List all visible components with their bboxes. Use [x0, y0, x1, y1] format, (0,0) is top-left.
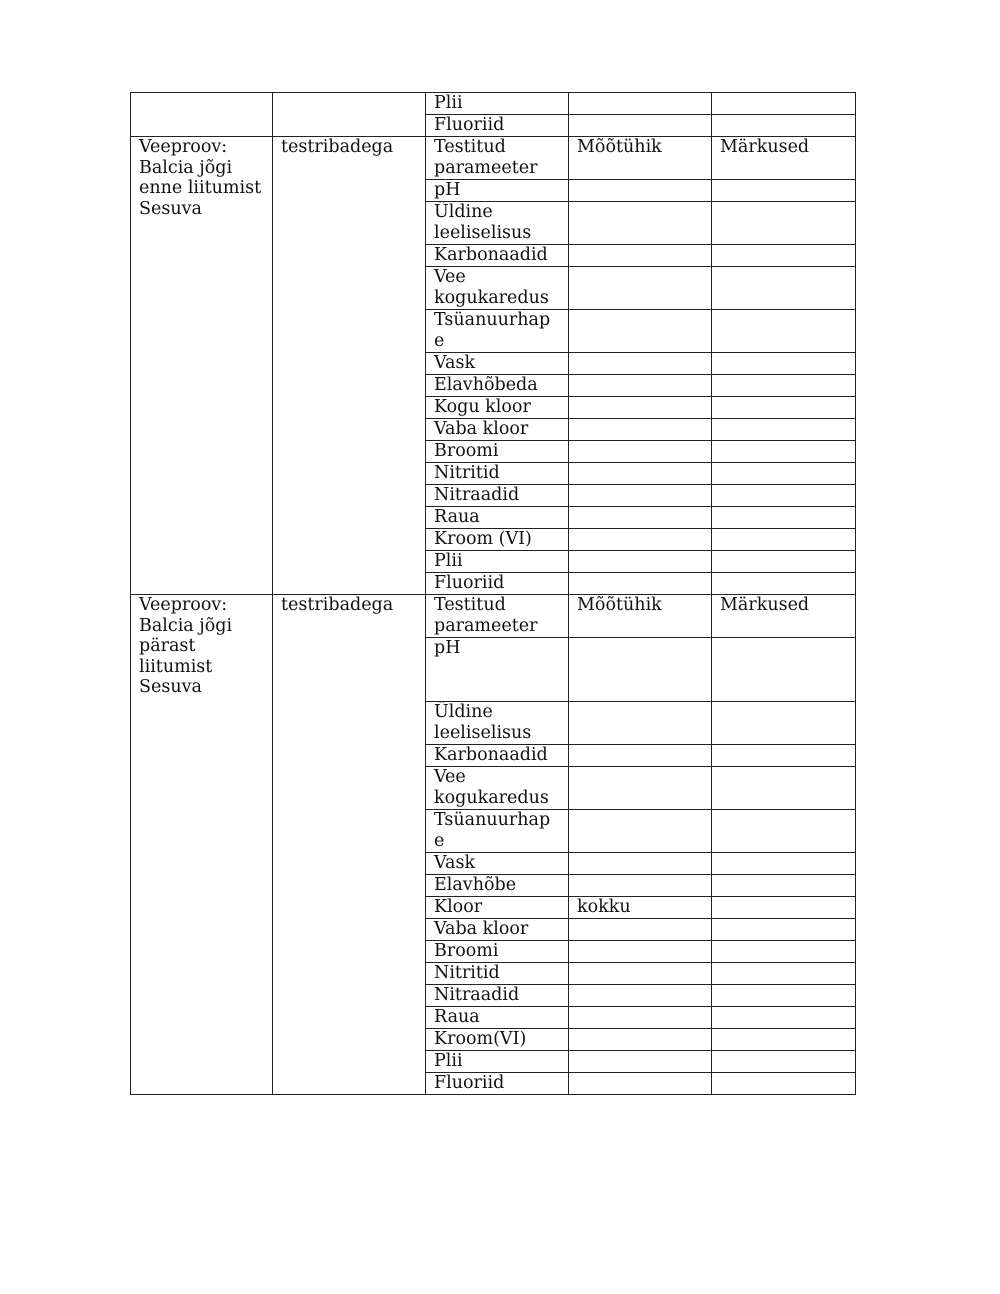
note-cell	[712, 1029, 856, 1051]
unit-cell: kokku	[569, 897, 712, 919]
note-cell	[712, 310, 856, 353]
unit-cell	[569, 463, 712, 485]
param-cell: Vee kogukaredus	[426, 267, 569, 310]
note-header: Märkused	[712, 137, 856, 180]
unit-cell	[569, 551, 712, 573]
note-cell	[712, 551, 856, 573]
method-cell: testribadega	[273, 137, 426, 595]
note-cell	[712, 853, 856, 875]
note-cell	[712, 507, 856, 529]
unit-cell	[569, 485, 712, 507]
unit-cell	[569, 397, 712, 419]
note-cell	[712, 180, 856, 202]
param-cell: Fluoriid	[426, 115, 569, 137]
param-cell: Karbonaadid	[426, 745, 569, 767]
param-header: Testitud parameeter	[426, 595, 569, 638]
note-cell	[712, 1051, 856, 1073]
param-cell: pH	[426, 638, 569, 702]
note-cell	[712, 810, 856, 853]
table-row	[131, 93, 856, 115]
param-cell: Plii	[426, 551, 569, 573]
param-cell: Nitraadid	[426, 485, 569, 507]
section-header-row	[131, 595, 856, 638]
unit-cell	[569, 245, 712, 267]
note-cell	[712, 267, 856, 310]
param-cell: Kogu kloor	[426, 397, 569, 419]
sample-cell: Veeproov: Balcia jõgi pärast liitumist Sesuva	[131, 595, 273, 1095]
param-cell: Tsüanuurhape	[426, 310, 569, 353]
param-cell: Plii	[426, 1051, 569, 1073]
unit-cell	[569, 419, 712, 441]
unit-cell	[569, 267, 712, 310]
unit-cell	[569, 1073, 712, 1095]
note-cell	[712, 463, 856, 485]
param-cell: pH	[426, 180, 569, 202]
unit-cell	[569, 529, 712, 551]
method-cell	[273, 93, 426, 137]
param-cell: Tsüanuurhape	[426, 810, 569, 853]
note-cell	[712, 375, 856, 397]
unit-cell	[569, 1029, 712, 1051]
param-cell: Kroom (VI)	[426, 529, 569, 551]
note-cell	[712, 963, 856, 985]
param-cell: Vee kogukaredus	[426, 767, 569, 810]
note-cell	[712, 919, 856, 941]
note-cell	[712, 441, 856, 463]
note-cell	[712, 985, 856, 1007]
unit-header: Mõõtühik	[569, 595, 712, 638]
note-cell	[712, 638, 856, 702]
param-header: Testitud parameeter	[426, 137, 569, 180]
note-cell	[712, 702, 856, 745]
unit-cell	[569, 115, 712, 137]
unit-cell	[569, 573, 712, 595]
param-cell: Nitraadid	[426, 985, 569, 1007]
unit-cell	[569, 745, 712, 767]
unit-cell	[569, 985, 712, 1007]
unit-header: Mõõtühik	[569, 137, 712, 180]
unit-cell	[569, 875, 712, 897]
note-cell	[712, 202, 856, 245]
unit-cell	[569, 202, 712, 245]
note-header: Märkused	[712, 595, 856, 638]
param-cell: Kloor	[426, 897, 569, 919]
param-cell: Kroom(VI)	[426, 1029, 569, 1051]
note-cell	[712, 529, 856, 551]
note-cell	[712, 1007, 856, 1029]
param-cell: Nitritid	[426, 963, 569, 985]
param-cell: Raua	[426, 1007, 569, 1029]
param-cell: Vask	[426, 853, 569, 875]
param-cell: Fluoriid	[426, 1073, 569, 1095]
unit-cell	[569, 1007, 712, 1029]
unit-cell	[569, 180, 712, 202]
note-cell	[712, 353, 856, 375]
unit-cell	[569, 963, 712, 985]
section-header-row	[131, 137, 856, 180]
param-cell: Nitritid	[426, 463, 569, 485]
note-cell	[712, 397, 856, 419]
note-cell	[712, 115, 856, 137]
note-cell	[712, 245, 856, 267]
unit-cell	[569, 702, 712, 745]
note-cell	[712, 745, 856, 767]
method-cell: testribadega	[273, 595, 426, 1095]
param-cell: Karbonaadid	[426, 245, 569, 267]
param-cell: Vaba kloor	[426, 919, 569, 941]
unit-cell	[569, 1051, 712, 1073]
unit-cell	[569, 919, 712, 941]
note-cell	[712, 897, 856, 919]
param-cell: Plii	[426, 93, 569, 115]
sample-cell	[131, 93, 273, 137]
unit-cell	[569, 941, 712, 963]
unit-cell	[569, 310, 712, 353]
param-cell: Broomi	[426, 441, 569, 463]
note-cell	[712, 93, 856, 115]
unit-cell	[569, 353, 712, 375]
param-cell: Elavhõbe	[426, 875, 569, 897]
param-cell: Vaba kloor	[426, 419, 569, 441]
unit-cell	[569, 853, 712, 875]
unit-cell	[569, 93, 712, 115]
sample-cell: Veeproov: Balcia jõgi enne liitumist Sesuva	[131, 137, 273, 595]
note-cell	[712, 485, 856, 507]
param-cell: Üldine leeliselisus	[426, 202, 569, 245]
param-cell: Raua	[426, 507, 569, 529]
note-cell	[712, 941, 856, 963]
unit-cell	[569, 638, 712, 702]
unit-cell	[569, 441, 712, 463]
note-cell	[712, 573, 856, 595]
param-cell: Elavhõbeda	[426, 375, 569, 397]
note-cell	[712, 767, 856, 810]
note-cell	[712, 875, 856, 897]
unit-cell	[569, 810, 712, 853]
note-cell	[712, 1073, 856, 1095]
param-cell: Üldine leeliselisus	[426, 702, 569, 745]
param-cell: Vask	[426, 353, 569, 375]
measurement-table	[130, 92, 856, 1095]
unit-cell	[569, 767, 712, 810]
note-cell	[712, 419, 856, 441]
param-cell: Fluoriid	[426, 573, 569, 595]
unit-cell	[569, 375, 712, 397]
unit-cell	[569, 507, 712, 529]
param-cell: Broomi	[426, 941, 569, 963]
